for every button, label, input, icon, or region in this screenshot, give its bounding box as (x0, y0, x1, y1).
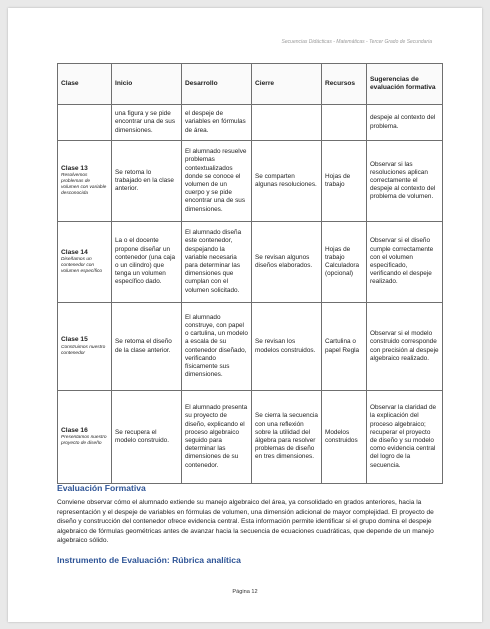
table-row (58, 105, 443, 141)
desarrollo-cell: El alumnado construye, con papel o cartulina, un modelo a escala de su contenedor diseñado, verificando físicamente sus dimensiones. (182, 303, 252, 391)
inicio-cell: Se retoma lo trabajado en la clase anterior. (112, 141, 182, 222)
clase-cell (58, 303, 112, 391)
clase-cell (58, 105, 112, 141)
clase-subtitle: Presentamos nuestro proyecto de diseño (61, 435, 107, 447)
recursos-cell: Cartulina o papel Regla (322, 303, 367, 391)
cierre-cell: Se comparten algunas resoluciones. (252, 141, 322, 222)
inicio-cell: Se recupera el modelo construido. (112, 391, 182, 484)
recursos-cell: Hojas de trabajo Calculadora (opcional) (322, 222, 367, 303)
sugerencias-cell: Observar la claridad de la explicación del proceso algebraico; recuperar el proyecto de diseño y su modelo como evidencia central del logro de la secuencia. (367, 391, 443, 484)
table-header-row (58, 64, 443, 105)
header-recursos: Recursos (322, 64, 367, 105)
clase-subtitle: Resolvemos problemas de volumen con variable desconocida (61, 173, 107, 197)
header-cierre: Cierre (252, 64, 322, 105)
clase-subtitle: Construimos nuestro contenedor (61, 344, 106, 356)
clase-title: Clase 16 (61, 426, 88, 434)
header-clase: Clase (58, 64, 112, 105)
section-title-instrumento: Instrumento de Evaluación: Rúbrica analítica (57, 555, 241, 565)
table-row (58, 391, 443, 484)
desarrollo-cell: el despeje de variables en fórmulas de área. (182, 105, 252, 141)
desarrollo-cell: El alumnado resuelve problemas contextualizados donde se conoce el volumen de un cuerpo y se pide encontrar una de sus dimensiones. (182, 141, 252, 222)
header-desarrollo: Desarrollo (182, 64, 252, 105)
table-row (58, 222, 443, 303)
table-row (58, 303, 443, 391)
desarrollo-cell: El alumnado presenta su proyecto de diseño, explicando el proceso algebraico seguido para determinar las dimensiones de su contenedor. (182, 391, 252, 484)
cierre-cell: Se revisan algunos diseños elaborados. (252, 222, 322, 303)
recursos-cell: Modelos construidos (322, 391, 367, 484)
sugerencias-cell: despeje al contexto del problema. (367, 105, 443, 141)
clase-title: Clase 14 (61, 248, 88, 256)
sugerencias-cell: Observar si las resoluciones aplican correctamente el despeje al contexto del problema de volumen. (367, 141, 443, 222)
lesson-schedule-table (57, 63, 443, 484)
clase-title: Clase 15 (61, 336, 88, 344)
sugerencias-cell: Observar si el modelo construido corresponde con precisión al despeje algebraico realizado. (367, 303, 443, 391)
clase-cell (58, 222, 112, 303)
sugerencias-cell: Observar si el diseño cumple correctamente con el volumen especificado, verificando el despeje realizado. (367, 222, 443, 303)
clase-cell (58, 141, 112, 222)
running-header: Secuencias Didácticas - Matemáticas - Tercer Grado de Secundaria (281, 39, 432, 45)
evaluacion-paragraph: Conviene observar cómo el alumnado extiende su manejo algebraico del área, ya consolidado en grados anteriores, hacia la representación y el despeje de variables en fórmulas de volumen, una dimensión adicional de mayor complejidad. El proyecto de diseño y construcción del contenedor ofrece evidencia central. Esta información permite identificar si el grupo domina el despeje algebraico de fórmulas geométricas antes de avanzar hacia la secuencia de ecuaciones cuadráticas, que depende de un manejo algebraico sólido. (57, 499, 434, 545)
inicio-cell: una figura y se pide encontrar una de sus dimensiones. (112, 105, 182, 141)
clase-subtitle: Diseñamos un contenedor con volumen específico (61, 257, 103, 275)
cierre-cell (252, 105, 322, 141)
desarrollo-cell: El alumnado diseña este contenedor, despejando la variable necesaria para determinar las dimensiones que cumplan con el volumen solicitado. (182, 222, 252, 303)
header-inicio: Inicio (112, 64, 182, 105)
inicio-cell: Se retoma el diseño de la clase anterior. (112, 303, 182, 391)
inicio-cell: La o el docente propone diseñar un contenedor (una caja o un cilindro) que tenga un volumen específico dado. (112, 222, 182, 303)
clase-title: Clase 13 (61, 164, 88, 172)
page-number: Página 12 (232, 589, 258, 595)
clase-cell (58, 391, 112, 484)
table-row (58, 141, 443, 222)
header-sugerencias: Sugerencias de evaluación formativa (367, 64, 443, 105)
recursos-cell (322, 105, 367, 141)
recursos-cell: Hojas de trabajo (322, 141, 367, 222)
cierre-cell: Se revisan los modelos construidos. (252, 303, 322, 391)
document-page (8, 8, 482, 622)
section-title-evaluacion: Evaluación Formativa (57, 483, 146, 493)
cierre-cell: Se cierra la secuencia con una reflexión sobre la utilidad del álgebra para resolver problemas de diseño en tres dimensiones. (252, 391, 322, 484)
